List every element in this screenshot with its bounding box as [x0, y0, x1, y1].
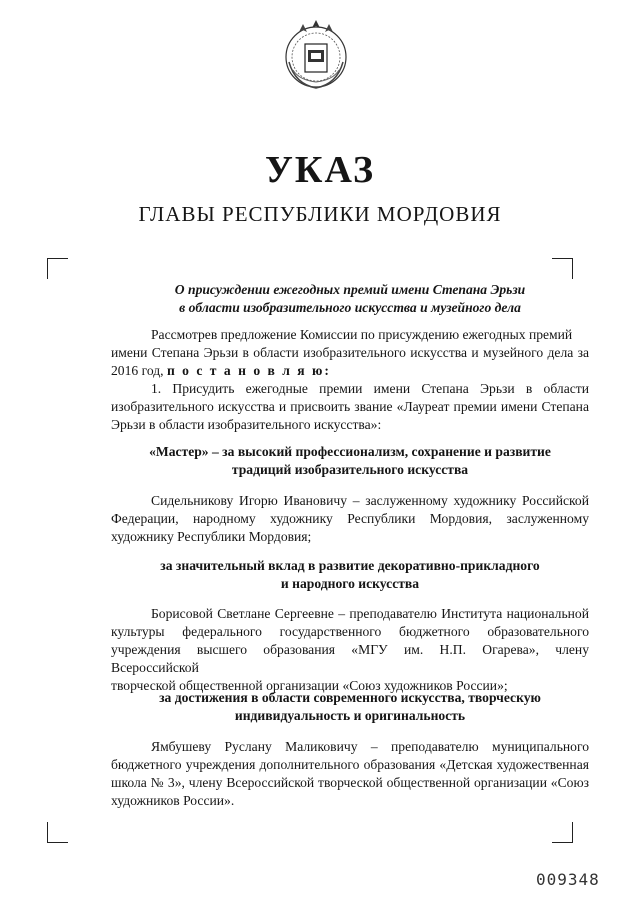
preamble-line-2: имени Степана Эрьзи в области изобразительного искусства и музейного дела за — [111, 345, 589, 360]
section-2-paragraph — [111, 605, 589, 695]
section-3-heading-line-2: индивидуальность и оригинальность — [234, 708, 466, 723]
section-3-heading-line-1: за достижения в области современного искусства, творческую — [159, 690, 541, 705]
corner-mark-bottom-right — [552, 822, 573, 843]
section-3-line-2: бюджетного учреждения дополнительного образования «Детская художественная — [111, 757, 589, 772]
decree-heading-line-2: в области изобразительного искусства и музейного дела — [179, 300, 521, 315]
item-1-line-1: 1. Присудить ежегодные премии имени Степана Эрьзи в области — [151, 381, 589, 396]
section-3-line-1: Ямбушеву Руслану Маликовичу – преподавателю муниципального — [151, 739, 589, 754]
item-1-line-2: изобразительного искусства и присвоить звание «Лауреат премии имени Степана — [111, 399, 589, 414]
section-1-paragraph — [111, 492, 589, 546]
corner-mark-top-right — [552, 258, 573, 279]
section-2-heading-line-1: за значительный вклад в развитие декоративно-прикладного — [160, 558, 540, 573]
item-1-paragraph — [111, 380, 589, 434]
document-subtitle: ГЛАВЫ РЕСПУБЛИКИ МОРДОВИЯ — [138, 202, 502, 226]
preamble-line-3 — [111, 362, 589, 380]
preamble-line-1: Рассмотрев предложение Комиссии по присуждению ежегодных премий — [151, 327, 573, 342]
section-2-line-1: Борисовой Светлане Сергеевне – преподавателю Института национальной — [151, 606, 589, 621]
section-1-line-2: Федерации, народному художнику Республики Мордовия, заслуженному — [111, 511, 589, 526]
section-3-heading — [111, 689, 589, 725]
section-3-line-4: художников России». — [111, 793, 235, 808]
section-2-line-3: учреждения высшего образования «МГУ им. Н.П. Огарева», члену Всероссийской — [111, 642, 589, 675]
document-title: УКАЗ — [265, 149, 375, 191]
decree-heading — [111, 281, 589, 317]
section-2-line-4: творческой общественной организации «Союз художников России»; — [111, 678, 508, 693]
section-2-heading-line-2: и народного искусства — [280, 576, 420, 591]
section-1-heading-line-2: традиций изобразительного искусства — [231, 462, 469, 477]
section-2-line-2: культуры федерального государственного бюджетного образовательного — [111, 624, 589, 639]
section-1-line-1: Сидельникову Игорю Ивановичу – заслуженному художнику Российской — [151, 493, 589, 508]
preamble-resolve: п о с т а н о в л я ю: — [166, 363, 331, 378]
section-1-line-3: художнику Республики Мордовия; — [111, 529, 312, 544]
decree-heading-line-1: О присуждении ежегодных премий имени Степана Эрьзи — [174, 282, 526, 297]
serial-number: 009348 — [536, 870, 600, 889]
item-1-line-3: Эрьзи в области изобразительного искусства»: — [111, 417, 382, 432]
section-2-heading — [111, 557, 589, 593]
coat-of-arms-icon — [275, 14, 357, 96]
corner-mark-top-left — [47, 258, 68, 279]
section-1-heading — [111, 443, 589, 479]
corner-mark-bottom-left — [47, 822, 68, 843]
preamble-year: 2016 год, — [111, 363, 164, 378]
preamble-paragraph — [111, 326, 589, 380]
section-3-line-3: школа № 3», члену Всероссийской творческой общественной организации «Союз — [111, 775, 589, 790]
section-3-paragraph — [111, 738, 589, 810]
section-1-heading-line-1: «Мастер» – за высокий профессионализм, сохранение и развитие — [149, 444, 551, 459]
